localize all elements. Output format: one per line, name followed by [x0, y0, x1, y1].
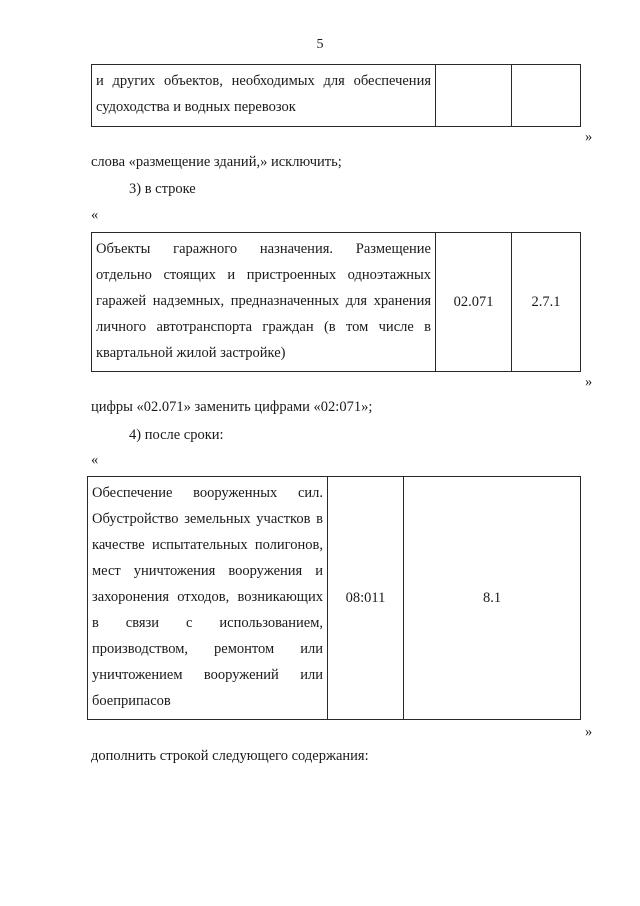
table-cell-code	[436, 65, 512, 127]
page-number: 5	[316, 37, 324, 52]
paragraph: слова «размещение зданий,» исключить;	[91, 154, 342, 170]
table-cell-code: 08:011	[328, 477, 404, 720]
table-row-armed-forces	[87, 476, 581, 720]
table-cell-class	[512, 65, 581, 127]
table-row-garage	[91, 232, 581, 372]
paragraph: цифры «02.071» заменить цифрами «02:071»;	[91, 399, 373, 415]
closing-quote: »	[585, 724, 593, 740]
description-text: и других объектов, необходимых для обеспечения судоходства и водных перевозок	[96, 73, 431, 115]
paragraph: дополнить строкой следующего содержания:	[91, 748, 369, 764]
table-cell-class: 2.7.1	[512, 233, 581, 372]
closing-quote: »	[585, 129, 593, 145]
opening-quote: «	[91, 207, 99, 223]
table-cell-description	[88, 477, 328, 720]
list-item-3: 3) в строке	[129, 181, 196, 197]
closing-quote: »	[585, 374, 593, 390]
description-text: Обеспечение вооруженных сил. Обустройство земельных участков в качестве испытательных полигонов, мест уничтожения вооружения и захоронения отходов, возникающих в связи с использованием, производством, ремонтом или уничтожением вооружений или боеприпасов	[92, 485, 323, 709]
table-cell-code: 02.071	[436, 233, 512, 372]
table-row-shipping	[91, 64, 581, 127]
opening-quote: «	[91, 452, 99, 468]
description-text: Объекты гаражного назначения. Размещение отдельно стоящих и пристроенных одноэтажных гаражей надземных, предназначенных для хранения личного автотранспорта граждан (в том числе в квартальной жилой застройке)	[96, 241, 431, 361]
table-cell-description	[92, 233, 436, 372]
table-cell-description	[92, 65, 436, 127]
table-cell-class: 8.1	[404, 477, 581, 720]
list-item-4: 4) после сроки:	[129, 427, 224, 443]
